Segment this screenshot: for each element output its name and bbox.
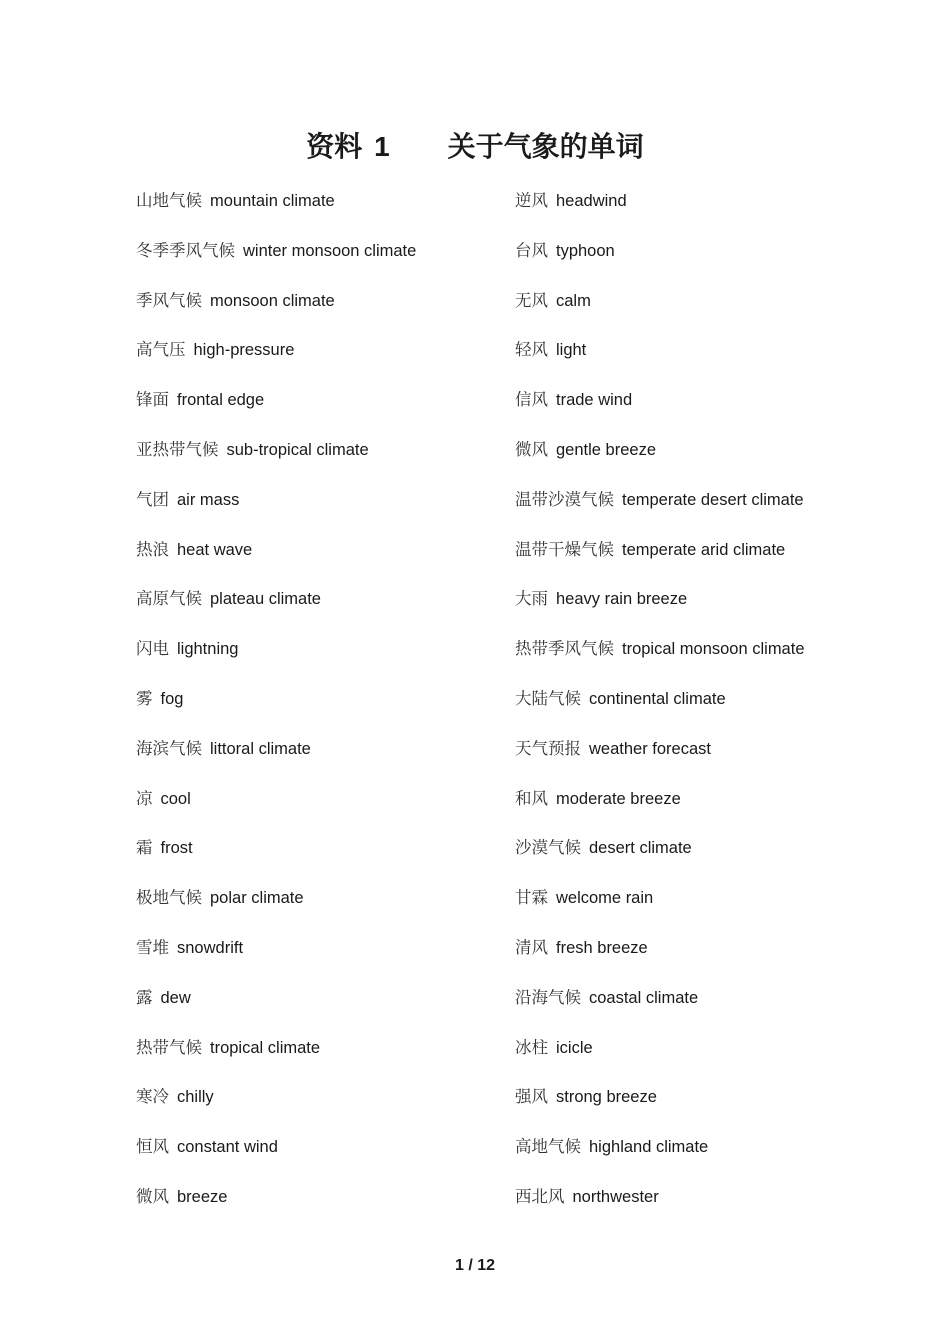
- chinese-term: 热带季风气候: [515, 639, 614, 659]
- vocabulary-entry: [136, 236, 536, 286]
- vocabulary-entry: [136, 933, 536, 983]
- vocabulary-entry: [515, 435, 915, 485]
- english-term: dew: [160, 988, 191, 1007]
- vocabulary-entry: [515, 1033, 915, 1083]
- vocabulary-entry: [515, 335, 915, 385]
- english-term: high-pressure: [193, 341, 295, 360]
- vocabulary-entry: [515, 883, 915, 933]
- chinese-term: 无风: [515, 290, 548, 310]
- english-term: breeze: [177, 1187, 228, 1206]
- chinese-term: 强风: [515, 1087, 548, 1107]
- chinese-term: 山地气候: [136, 191, 202, 210]
- vocabulary-entry: [515, 1132, 915, 1182]
- chinese-term: 露: [136, 987, 153, 1007]
- vocabulary-entry: [136, 634, 536, 684]
- english-term: moderate breeze: [556, 789, 681, 808]
- vocabulary-entry: [136, 485, 536, 535]
- chinese-term: 沿海气候: [515, 987, 581, 1007]
- english-term: calm: [556, 291, 591, 310]
- english-term: coastal climate: [589, 988, 699, 1007]
- english-term: icicle: [556, 1038, 593, 1057]
- vocabulary-entry: [136, 734, 536, 784]
- vocabulary-entry: [515, 286, 915, 336]
- chinese-term: 微风: [136, 1186, 169, 1206]
- english-term: temperate desert climate: [622, 490, 804, 509]
- vocabulary-list-left: [136, 186, 536, 1232]
- vocabulary-list-right: [515, 186, 915, 1232]
- english-term: tropical monsoon climate: [622, 640, 805, 659]
- english-term: heavy rain breeze: [556, 590, 688, 609]
- english-term: snowdrift: [177, 938, 244, 957]
- english-term: gentle breeze: [556, 440, 656, 459]
- english-term: light: [556, 341, 587, 360]
- chinese-term: 寒冷: [136, 1087, 169, 1107]
- title-text: 关于气象的单词: [447, 130, 644, 162]
- english-term: trade wind: [556, 391, 633, 410]
- chinese-term: 季风气候: [136, 290, 202, 310]
- english-term: sub-tropical climate: [226, 440, 369, 459]
- english-term: headwind: [556, 192, 627, 210]
- chinese-term: 西北风: [515, 1186, 565, 1206]
- english-term: welcome rain: [556, 889, 654, 908]
- english-term: air mass: [177, 490, 240, 509]
- english-term: fog: [160, 689, 184, 708]
- vocabulary-entry: [136, 186, 536, 236]
- chinese-term: 雾: [136, 688, 153, 708]
- vocabulary-entry: [515, 634, 915, 684]
- title-number: 1: [374, 130, 390, 162]
- english-term: chilly: [177, 1088, 214, 1107]
- english-term: desert climate: [589, 839, 692, 858]
- chinese-term: 清风: [515, 937, 548, 957]
- vocabulary-entry: [515, 1082, 915, 1132]
- chinese-term: 恒风: [136, 1137, 169, 1157]
- english-term: temperate arid climate: [622, 540, 786, 559]
- vocabulary-entry: [136, 1033, 536, 1083]
- english-term: strong breeze: [556, 1088, 657, 1107]
- vocabulary-entry: [515, 186, 915, 236]
- english-term: fresh breeze: [556, 938, 648, 957]
- chinese-term: 雪堆: [136, 937, 169, 957]
- vocabulary-entry: [136, 535, 536, 585]
- english-term: littoral climate: [210, 739, 311, 758]
- english-term: frost: [160, 839, 193, 858]
- english-term: highland climate: [589, 1138, 709, 1157]
- chinese-term: 亚热带气候: [136, 439, 219, 459]
- english-term: winter monsoon climate: [243, 241, 417, 260]
- vocabulary-entry: [136, 784, 536, 834]
- vocabulary-entry: [515, 684, 915, 734]
- chinese-term: 温带沙漠气候: [515, 489, 614, 509]
- english-term: tropical climate: [210, 1038, 321, 1057]
- english-term: constant wind: [177, 1138, 278, 1157]
- english-term: lightning: [177, 640, 239, 659]
- chinese-term: 温带干燥气候: [515, 539, 614, 559]
- vocabulary-entry: [515, 734, 915, 784]
- chinese-term: 天气预报: [515, 738, 581, 758]
- english-term: plateau climate: [210, 590, 321, 609]
- chinese-term: 热带气候: [136, 1037, 202, 1057]
- chinese-term: 沙漠气候: [515, 838, 581, 858]
- vocabulary-entry: [136, 335, 536, 385]
- vocabulary-entry: [515, 584, 915, 634]
- chinese-term: 高原气候: [136, 589, 202, 609]
- vocabulary-entry: [136, 435, 536, 485]
- vocabulary-entry: [136, 1182, 536, 1232]
- chinese-term: 台风: [515, 240, 548, 260]
- vocabulary-entry: [136, 684, 536, 734]
- chinese-term: 冰柱: [515, 1037, 548, 1057]
- chinese-term: 凉: [136, 788, 153, 808]
- chinese-term: 逆风: [515, 191, 548, 210]
- chinese-term: 高地气候: [515, 1137, 581, 1157]
- vocabulary-entry: [515, 385, 915, 435]
- chinese-term: 闪电: [136, 639, 169, 659]
- chinese-term: 热浪: [136, 539, 169, 559]
- vocabulary-entry: [136, 883, 536, 933]
- vocabulary-entry: [136, 584, 536, 634]
- chinese-term: 轻风: [515, 340, 548, 360]
- chinese-term: 高气压: [136, 340, 186, 360]
- page-title: [0, 127, 950, 167]
- english-term: mountain climate: [210, 192, 335, 210]
- vocabulary-entry: [136, 286, 536, 336]
- english-term: frontal edge: [177, 391, 265, 410]
- vocabulary-entry: [515, 784, 915, 834]
- vocabulary-entry: [515, 535, 915, 585]
- vocabulary-entry: [515, 1182, 915, 1232]
- vocabulary-entry: [515, 236, 915, 286]
- title-label: 资料: [306, 130, 363, 162]
- chinese-term: 海滨气候: [136, 738, 202, 758]
- vocabulary-entry: [515, 485, 915, 535]
- vocabulary-entry: [515, 833, 915, 883]
- english-term: monsoon climate: [210, 291, 335, 310]
- chinese-term: 霜: [136, 838, 153, 858]
- vocabulary-entry: [136, 833, 536, 883]
- english-term: northwester: [572, 1187, 659, 1206]
- vocabulary-entry: [515, 983, 915, 1033]
- chinese-term: 大陆气候: [515, 688, 581, 708]
- page-number: 1 / 12: [454, 1257, 496, 1274]
- chinese-term: 极地气候: [136, 888, 202, 908]
- english-term: polar climate: [210, 889, 304, 908]
- chinese-term: 锋面: [136, 390, 169, 410]
- chinese-term: 和风: [515, 788, 548, 808]
- english-term: heat wave: [177, 540, 253, 559]
- chinese-term: 大雨: [515, 589, 548, 609]
- english-term: cool: [160, 789, 191, 808]
- chinese-term: 微风: [515, 439, 548, 459]
- chinese-term: 冬季季风气候: [136, 240, 235, 260]
- vocabulary-entry: [136, 385, 536, 435]
- english-term: typhoon: [556, 241, 615, 260]
- vocabulary-entry: [515, 933, 915, 983]
- chinese-term: 甘霖: [515, 888, 548, 908]
- chinese-term: 信风: [515, 390, 548, 410]
- vocabulary-entry: [136, 983, 536, 1033]
- english-term: continental climate: [589, 689, 726, 708]
- chinese-term: 气团: [136, 489, 169, 509]
- vocabulary-entry: [136, 1082, 536, 1132]
- vocabulary-entry: [136, 1132, 536, 1182]
- english-term: weather forecast: [589, 739, 711, 758]
